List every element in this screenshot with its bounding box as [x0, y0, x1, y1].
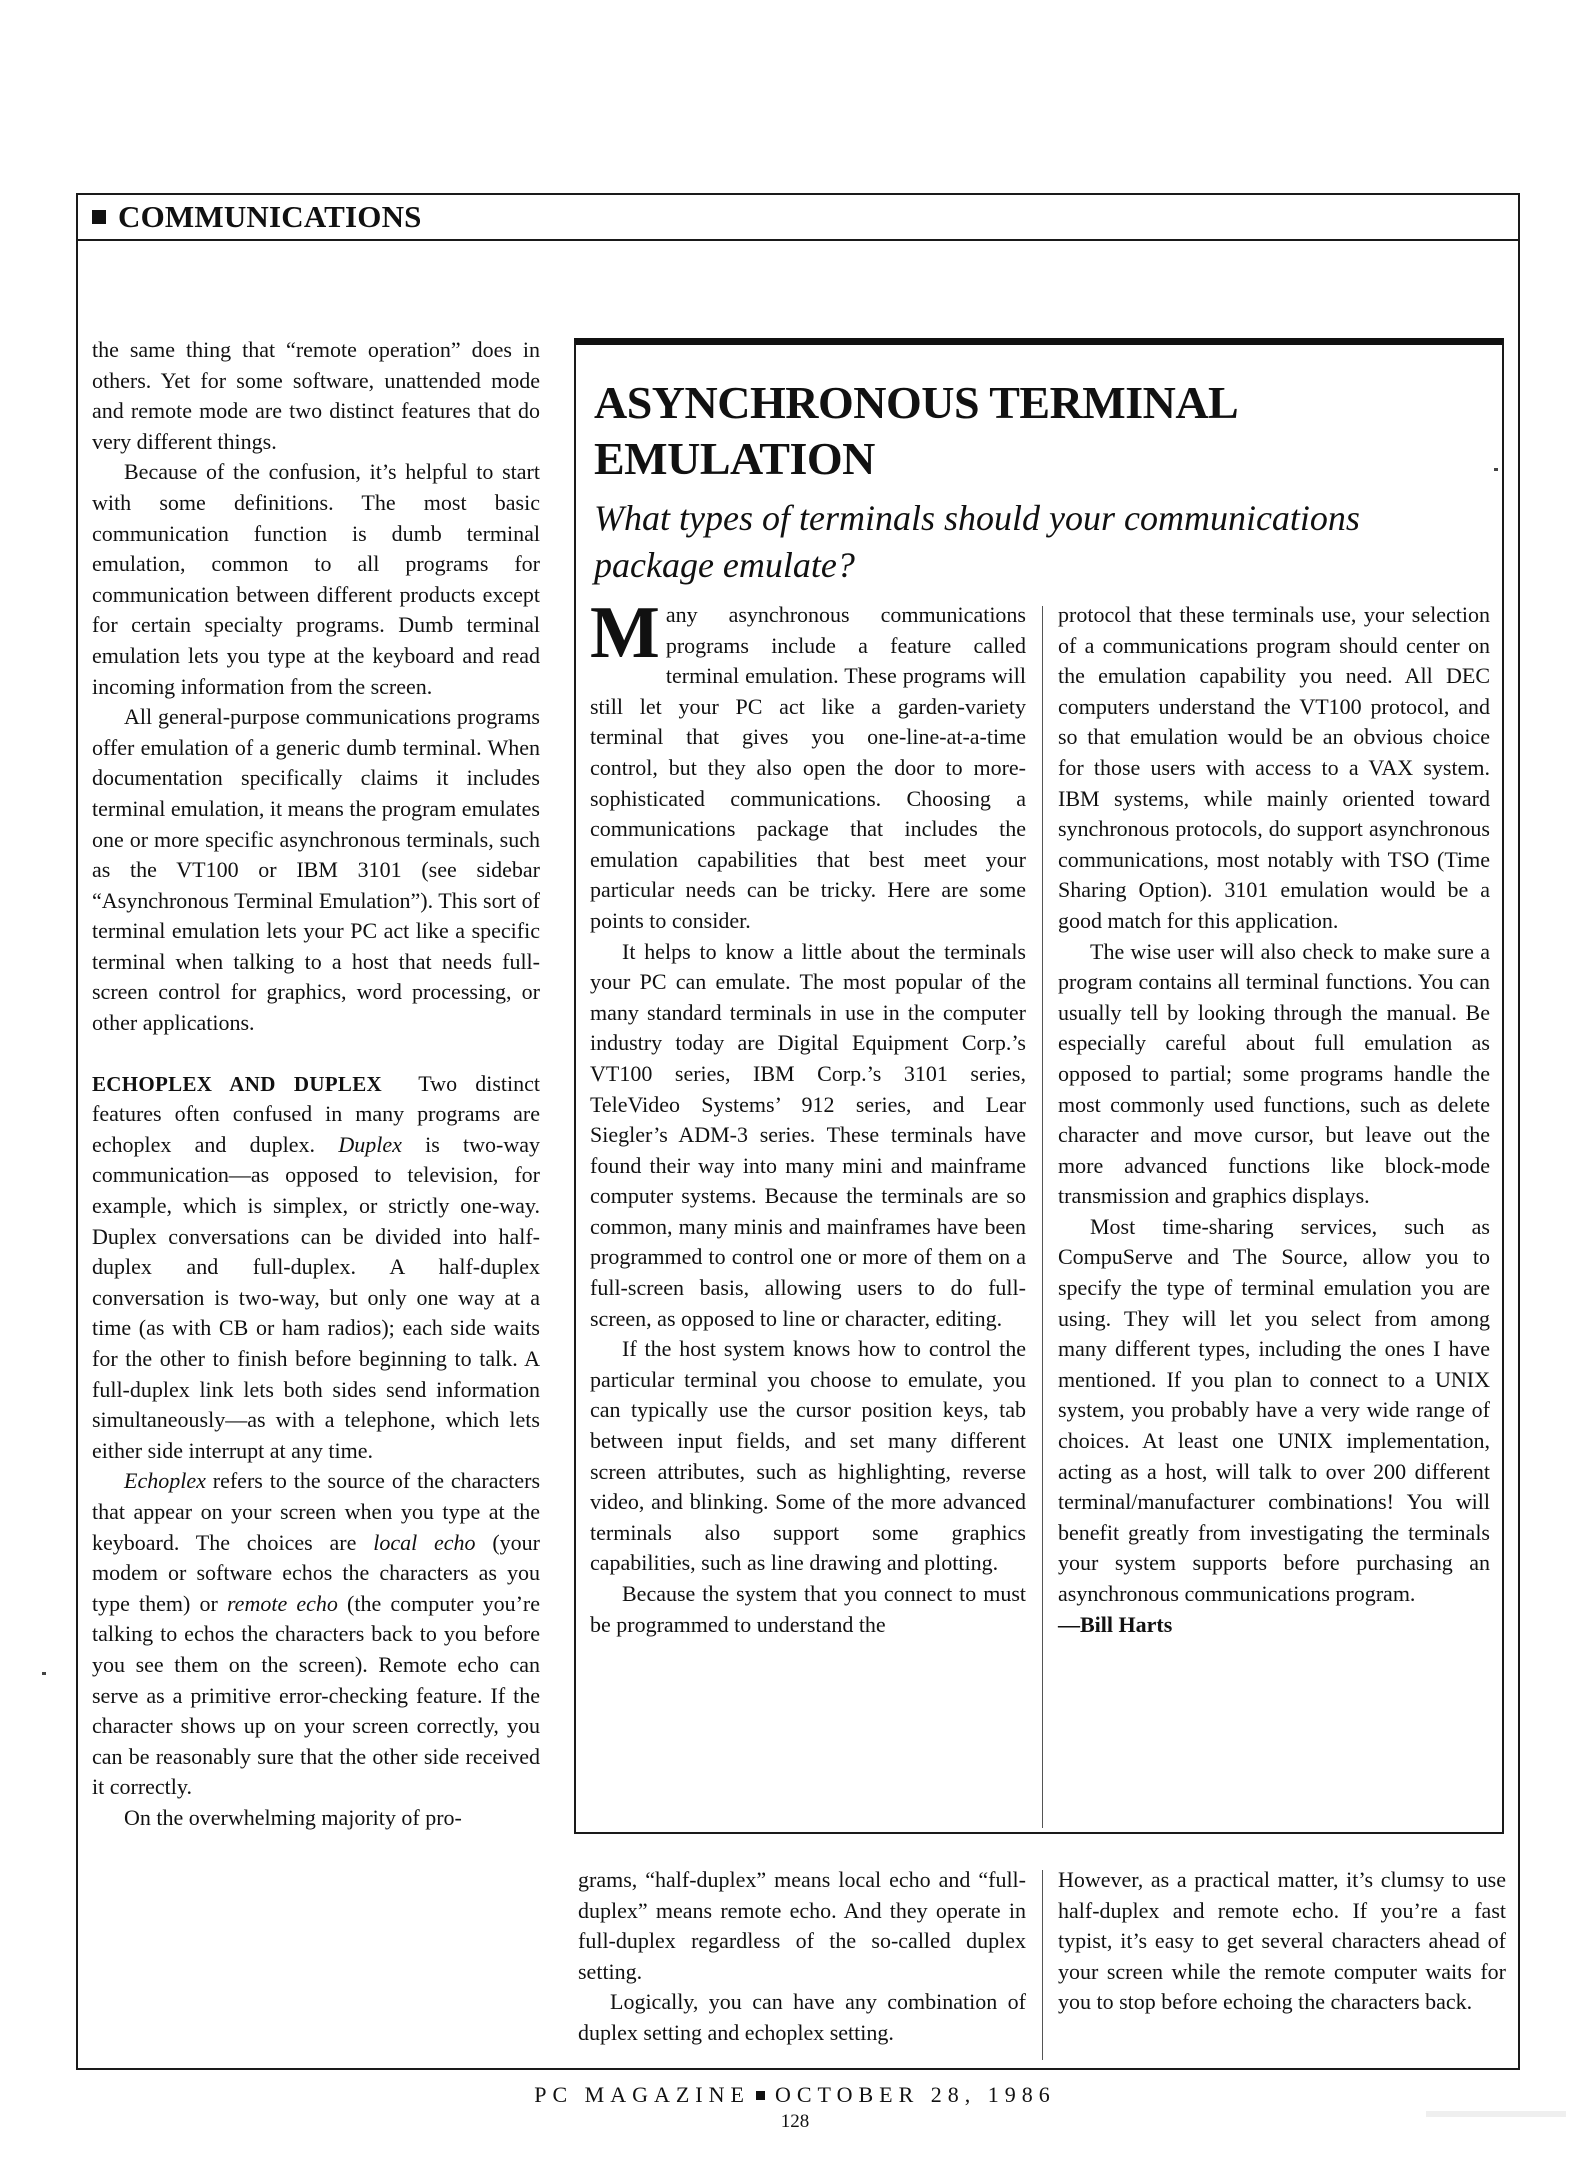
scan-smudge — [1426, 2111, 1566, 2117]
paragraph: All general-purpose communications programs offer emulation of a generic dumb terminal. When documentation specifically claims it includes terminal emulation, it means the program emulates one or more specific asynchronous terminals, such as the VT100 or IBM 3101 (see sidebar “Asynchronous Terminal Emulation”). This sort of terminal emulation lets your PC act like a specific terminal when talking to a host that needs full-screen control for graphics, word processing, or other applications. — [92, 704, 540, 1036]
paragraph: grams, “half-duplex” means local echo and “full-duplex” means remote echo. And they operate in full-duplex regardless of the so-called duplex setting. — [578, 1867, 1026, 1984]
sidebar-title: ASYNCHRONOUS TERMINAL EMULATION — [594, 377, 1236, 484]
paragraph: The wise user will also check to make sure a program contains all terminal functions. You can usually tell by looking through the manual. Be especially careful about full emulation as opposed to partial; some programs handle the most commonly used functions, such as delete character and move cursor, but leave out the more advanced functions like block-mode transmission and graphics displays. — [1058, 938, 1490, 1209]
text-run: any asynchronous communications programs include a feature called terminal emulation. These programs will still let your PC act like a garden-variety terminal that gives you one-line-at-a-time control, but they also open the door to more-sophisticated communications. Choosing a communications package that includes the emulation capabilities that best meet your particular needs can be tricky. Here are some points to consider. — [590, 602, 1026, 933]
text-run: is two-way communication—as opposed to television, for example, which is simplex, or strictly one-way. Duplex conversations can be divided into half-duplex and full-duplex. A half-duplex conversation is two-way, but only one way at a time (as with CB or ham radios); each side waits for the other to finish before beginning to talk. A full-duplex link lets both sides send information simultaneously—as with a telephone, which lets either side interrupt at any time. — [92, 1131, 540, 1463]
article-column-2 — [578, 1865, 1026, 2049]
paragraph: protocol that these terminals use, your selection of a communications program should center on the emulation capability you need. All DEC computers understand the VT100 protocol, and so that emulation would be an obvious choice for those users with access to a VAX system. IBM systems, while mainly oriented toward synchronous protocols, do support asynchronous communications, most notably with TSO (Time Sharing Option). 3101 emulation would be a good match for this application. — [1058, 602, 1490, 933]
sidebar-subtitle: What types of terminals should your communications package emulate? — [594, 498, 1360, 585]
sidebar-column-1 — [590, 592, 1026, 1640]
scan-speck — [1494, 468, 1498, 471]
byline: —Bill Harts — [1058, 1611, 1173, 1637]
page-footer — [0, 2082, 1590, 2108]
paragraph: On the overwhelming majority of pro- — [124, 1804, 462, 1830]
text-run: (your modem or software echos the characters as you type them) or — [92, 1529, 541, 1616]
sidebar-column-2 — [1058, 600, 1490, 1640]
paragraph: Because the system that you connect to must be programmed to understand the — [590, 1581, 1026, 1637]
magazine-name: PC MAGAZINE — [534, 2082, 750, 2107]
paragraph: Most time-sharing services, such as CompuServe and The Source, allow you to specify the type of terminal emulation you are using. They will let you select from among many different types, including the ones I have mentioned. If you plan to connect to a UNIX system, you probably have a very wide range of choices. At least one UNIX implementation, acting as a host, will talk to over 200 different terminal/manufacturer combinations! You will benefit greatly from investigating the terminals your system supports before purchasing an asynchronous communications program. — [1058, 1213, 1490, 1606]
paragraph: Because of the confusion, it’s helpful to start with some definitions. The most basic communication function is dumb terminal emulation, common to all programs for communication between different products except for certain specialty programs. Dumb terminal emulation lets you type at the keyboard and read incoming information from the screen. — [92, 459, 540, 699]
text-run: (the computer you’re talking to echos the characters back to you before you see them on the screen). Remote echo can serve as a primitive error-checking feature. If the character shows up on your screen correctly, you can be reasonably sure that the other side received it correctly. — [92, 1590, 541, 1800]
term-local-echo: local echo — [373, 1529, 476, 1555]
term-remote-echo: remote echo — [226, 1590, 338, 1616]
paragraph: the same thing that “remote operation” does in others. Yet for some software, unattended mode and remote mode are two distinct features that do very different things. — [92, 337, 540, 454]
paragraph — [590, 592, 1026, 937]
section-heading: ECHOPLEX AND DUPLEX — [92, 1071, 382, 1096]
column-rule — [1042, 606, 1043, 1828]
square-bullet-icon — [92, 210, 106, 224]
paragraph — [92, 1466, 540, 1803]
article-column-1 — [92, 335, 540, 1834]
square-bullet-icon — [756, 2091, 765, 2100]
term-duplex: Duplex — [338, 1131, 402, 1157]
text-run: refers to the source of the characters that appear on your screen when you type at the keyboard. The choices are — [92, 1468, 541, 1555]
scan-speck — [42, 1672, 46, 1675]
paragraph — [92, 1069, 540, 1467]
page-number: 128 — [780, 2111, 810, 2132]
issue-date: OCTOBER 28, 1986 — [774, 2082, 1056, 2107]
section-header — [78, 195, 1518, 241]
term-echoplex: Echoplex — [124, 1468, 206, 1494]
paragraph: However, as a practical matter, it’s clumsy to use half-duplex and remote echo. If you’re a fast typist, it’s easy to get several characters ahead of your screen while the remote computer waits for you to stop before echoing the characters back. — [1058, 1867, 1506, 2015]
column-rule — [1042, 1870, 1043, 2060]
drop-cap: M — [590, 592, 660, 674]
section-title: COMMUNICATIONS — [118, 199, 422, 234]
text-run: Two distinct features often confused in many programs are echoplex and duplex. — [92, 1070, 540, 1157]
paragraph: Logically, you can have any combination of duplex setting and echoplex setting. — [578, 1989, 1026, 2045]
paragraph: If the host system knows how to control the particular terminal you choose to emulate, you can typically use the cursor position keys, tab between input fields, and set many different screen attributes, such as highlighting, reverse video, and blinking. Some of the more advanced terminals also support some graphics capabilities, such as line drawing and plotting. — [590, 1336, 1026, 1576]
paragraph: It helps to know a little about the terminals your PC can emulate. The most popular of the many standard terminals in use in the computer industry today are Digital Equipment Corp.’s VT100 series, IBM Corp.’s 3101 series, TeleVideo Systems’ 912 series, and Lear Siegler’s ADM-3 series. These terminals have found their way into many mini and mainframe computer systems. Because the terminals are so common, many minis and mainframes have been programmed to control one or more of them on a full-screen basis, allowing users to do full-screen, as opposed to line or character, editing. — [590, 938, 1026, 1331]
article-column-3 — [1058, 1865, 1506, 2018]
